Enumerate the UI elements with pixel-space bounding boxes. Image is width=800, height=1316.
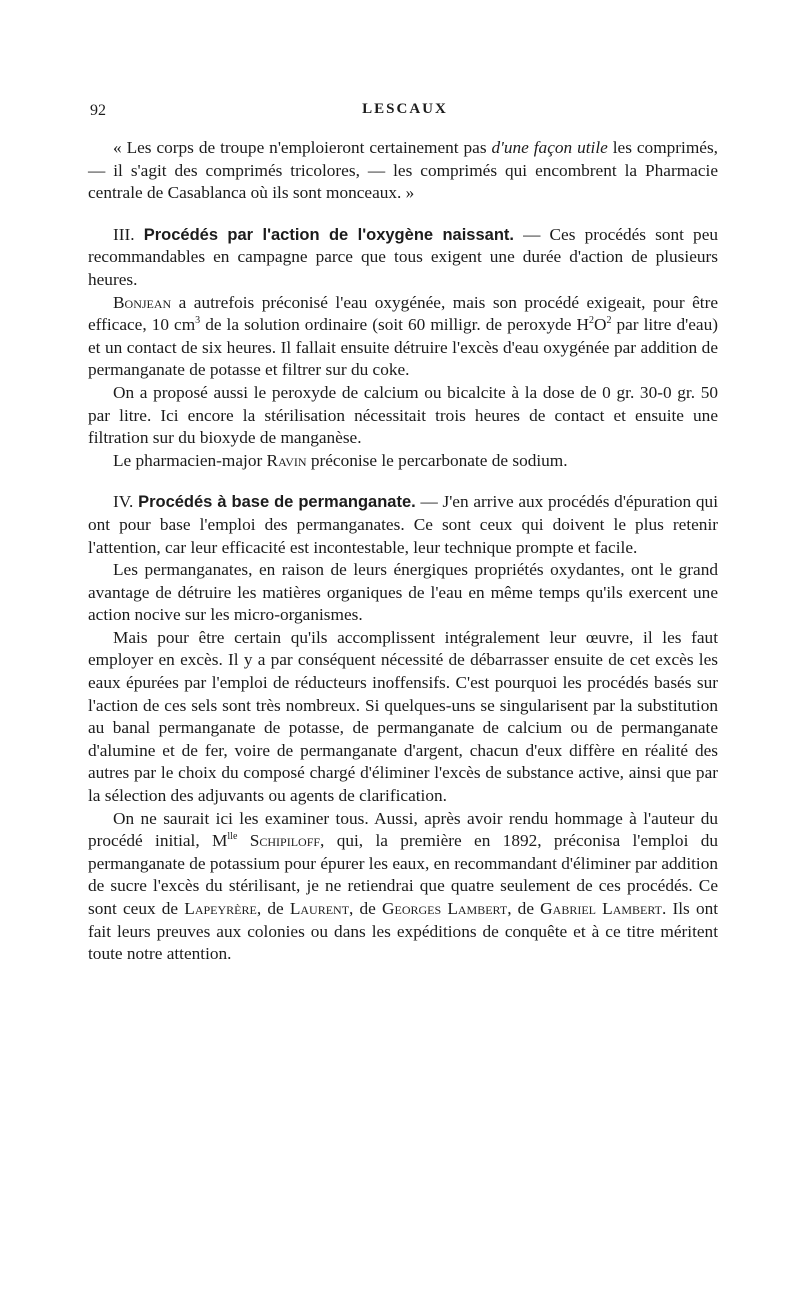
superscript: lle [227, 831, 238, 843]
paragraph-text: , de [349, 899, 383, 918]
paragraph-text: , de [256, 899, 290, 918]
paragraph-text: O [593, 315, 607, 335]
paragraph-text: de la solution ordinaire (soit 60 milligr. de peroxyde H [200, 315, 589, 335]
section-heading: Procédés à base de permanganate. [138, 493, 416, 512]
author-name: Gabriel Lambert [540, 899, 662, 918]
paragraph-text: a autrefois préconisé l'eau oxygénée, mais son procédé exigeait, pour être efficace, 10 cm [88, 292, 718, 335]
superscript: 2 [588, 315, 594, 327]
running-title: LESCAUX [362, 101, 448, 117]
section-text: — J'en arrive aux procédés d'épuration qui ont pour base l'emploi des permanganates. Ce sont ceux qui doivent le plus retenir l'attention, car leur efficacité est incontestable, leur technique prompte et facile. [88, 492, 718, 557]
superscript: 3 [195, 315, 201, 327]
body-text [88, 137, 718, 966]
paragraph-text: par litre d'eau) et un contact de six heures. Il fallait ensuite détruire l'excès d'eau oxygénée par addition de permanganate de potasse et filtrer sur du coke. [88, 315, 718, 380]
paragraph-text: . Ils ont fait leurs preuves aux colonies ou dans les expéditions de conquête et à ce titre méritent toute notre attention. [88, 899, 719, 964]
section-text: — Ces procédés sont peu recommandables en campagne parce que tous exigent une durée d'action de plusieurs heures. [88, 224, 719, 289]
section-iii-paragraph [88, 224, 718, 292]
calcium-paragraph: On a proposé aussi le peroxyde de calcium ou bicalcite à la dose de 0 gr. 30-0 gr. 50 par litre. Ici encore la stérilisation nécessitait trois heures de contact et ensuite une filtration sur du bioxyde de manganèse. [88, 382, 718, 448]
quote-text-start: « Les corps de troupe n'emploieront certainement pas [113, 138, 492, 157]
page-number: 92 [90, 102, 106, 119]
author-name: Ravin [266, 450, 307, 470]
quote-paragraph [88, 137, 718, 205]
section-heading: Procédés par l'action de l'oxygène naissant. [143, 225, 514, 244]
paragraph-text: , de [507, 899, 541, 918]
excess-paragraph: Mais pour être certain qu'ils accomplissent intégralement leur œuvre, il les faut employer en excès. Il y a par conséquent nécessité de débarrasser ensuite de cet excès les eaux épurées par l'emploi de réducteurs inoffensifs. C'est pourquoi les procédés basés sur l'action de ces sels sont très nombreux. Si quelques-uns se singularisent par la substitution au banal permanganate de potasse, de permanganate de calcium ou de permanganate d'alumine et de fer, voire de permanganate d'argent, chacun d'eux diffère en réalité des autres par le choix du composé chargé d'éliminer l'excès de substance active, ainsi que par la sélection des adjuvants ou agents de clarification. [88, 627, 718, 806]
author-name: Lapeyrère [184, 899, 257, 918]
conclusion-paragraph [88, 808, 718, 966]
author-name: Schipiloff [249, 831, 321, 851]
superscript: 2 [606, 315, 612, 327]
ravin-paragraph [88, 450, 718, 473]
section-number: III. [113, 224, 135, 244]
author-name: Laurent [289, 899, 350, 918]
bonjean-paragraph [88, 292, 718, 382]
permanganates-paragraph: Les permanganates, en raison de leurs énergiques propriétés oxydantes, ont le grand avantage de détruire les matières organiques de l'eau en même temps qu'ils exercent une action nocive sur les micro-organismes. [88, 560, 718, 625]
section-number: IV. [113, 492, 134, 512]
paragraph-text: On ne saurait ici les examiner tous. Aussi, après avoir rendu hommage à l'auteur du procédé initial, M [88, 808, 718, 851]
paragraph-text: Le pharmacien-major [113, 450, 267, 470]
paragraph-text: préconise le percarbonate de sodium. [306, 450, 568, 470]
quote-text-end: les comprimés, — il s'agit des comprimés tricolores, — les comprimés qui encombrent la Pharmacie centrale de Casablanca où ils sont monceaux. » [88, 138, 718, 203]
author-name: Georges Lambert [382, 899, 508, 918]
page-header [90, 98, 720, 126]
paragraph-text: , qui, la première en 1892, préconisa l'emploi du permanganate de potassium pour épurer les eaux, en recommandant d'éliminer par addition de sucre l'excès du stérilisant, je ne retiendrai que quatre seulement de ces procédés. Ce sont ceux de [88, 831, 719, 918]
quote-italic-text: d'une façon utile [491, 138, 608, 157]
author-name: Bonjean [113, 292, 172, 312]
section-iv-paragraph [88, 491, 718, 559]
